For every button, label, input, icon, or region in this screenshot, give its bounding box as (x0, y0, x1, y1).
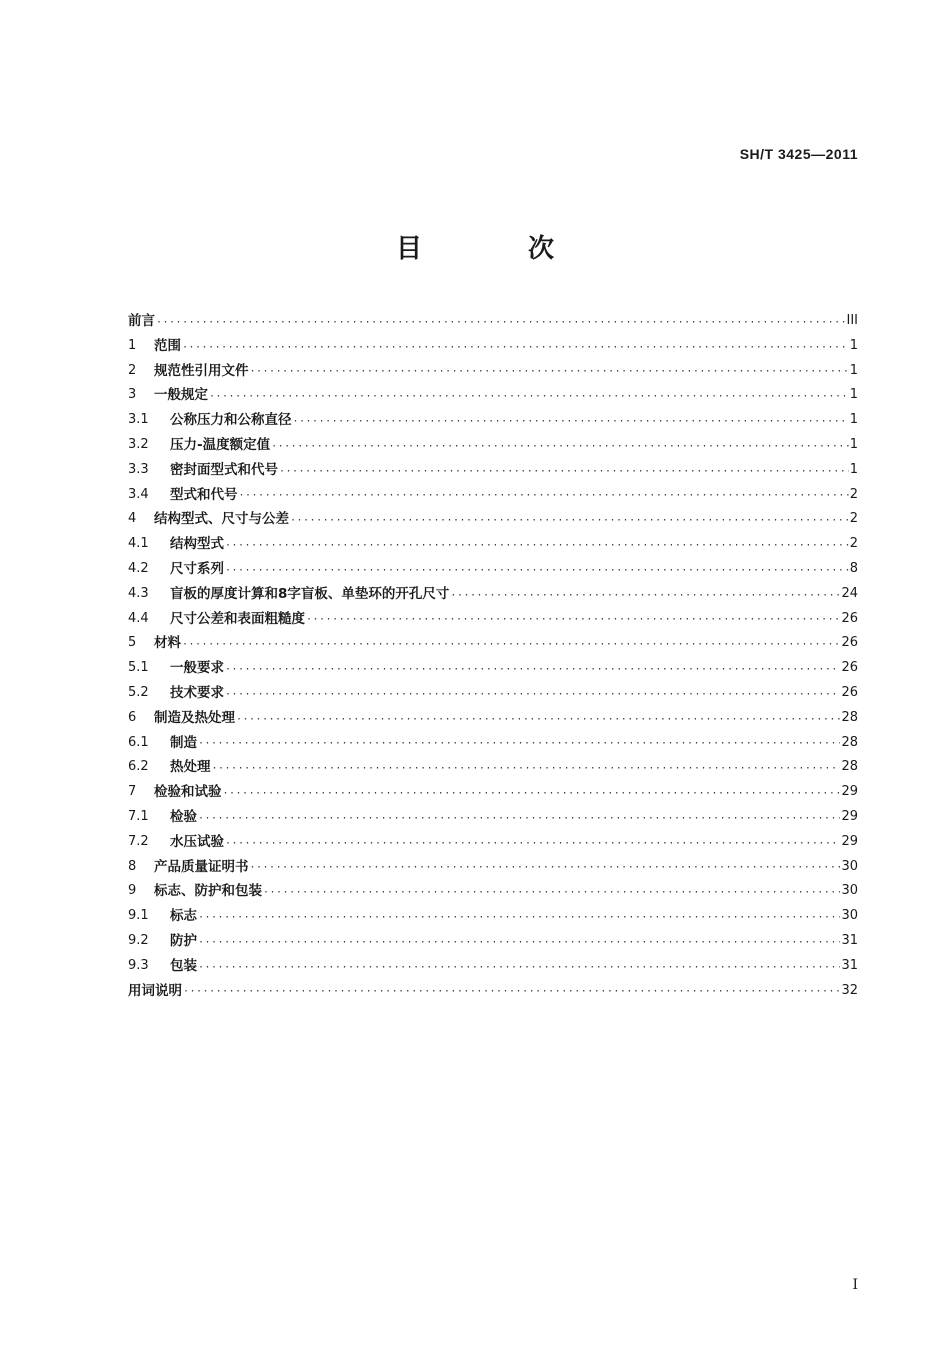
toc-dot-leader (225, 535, 849, 557)
toc-entry[interactable] (128, 408, 858, 433)
toc-entry-label: 压力-温度额定值 (170, 436, 271, 453)
toc-entry-label: 结构型式 (170, 536, 224, 553)
toc-entry-page: 24 (841, 585, 858, 601)
toc-dot-leader (183, 981, 840, 1003)
toc-entry-page: 26 (841, 660, 858, 676)
toc-entry[interactable] (128, 755, 858, 780)
toc-entry-number: 9 (128, 883, 137, 899)
toc-entry-label: 尺寸系列 (170, 560, 224, 577)
toc-entry-label: 前言 (128, 313, 155, 329)
toc-entry[interactable] (128, 706, 858, 731)
toc-entry-label: 标志、防护和包装 (154, 883, 262, 900)
toc-entry-label: 防护 (170, 932, 197, 949)
toc-entry[interactable] (128, 483, 858, 508)
toc-dot-leader (225, 560, 849, 582)
toc-entry[interactable] (128, 631, 858, 656)
toc-entry-page: 2 (849, 536, 858, 552)
toc-entry-page: 26 (841, 635, 858, 651)
toc-entry-label: 型式和代号 (170, 486, 238, 503)
toc-entry-label: 产品质量证明书 (154, 858, 249, 875)
toc-entry-page: 29 (841, 833, 858, 849)
toc-entry[interactable] (128, 929, 858, 954)
toc-dot-leader (225, 684, 840, 706)
toc-entry-number: 4 (128, 511, 137, 527)
toc-dot-leader (156, 312, 845, 334)
toc-entry[interactable] (128, 458, 858, 483)
toc-entry-label: 技术要求 (170, 684, 224, 701)
toc-entry-page: 8 (849, 560, 858, 576)
toc-entry-page: 31 (841, 957, 858, 973)
toc-entry-page: III (846, 313, 858, 328)
toc-entry[interactable] (128, 532, 858, 557)
toc-entry-page: 30 (841, 908, 858, 924)
toc-entry-page: 1 (849, 362, 858, 378)
toc-entry-number: 3 (128, 387, 137, 403)
toc-entry-page: 31 (841, 932, 858, 948)
toc-entry[interactable] (128, 359, 858, 384)
toc-entry[interactable] (128, 507, 858, 532)
toc-entry-number: 5 (128, 635, 137, 651)
table-of-contents (128, 309, 858, 1003)
toc-dot-leader (250, 857, 841, 879)
toc-dot-leader (271, 436, 849, 458)
toc-entry-number: 3.4 (128, 486, 149, 502)
toc-entry-number: 4.2 (128, 560, 149, 576)
toc-entry-label: 公称压力和公称直径 (170, 412, 292, 429)
toc-entry-page: 2 (849, 511, 858, 527)
toc-dot-leader (239, 485, 849, 507)
toc-entry-page: 1 (849, 412, 858, 428)
toc-dot-leader (279, 461, 849, 483)
toc-entry-number: 6.1 (128, 734, 149, 750)
toc-entry-label: 规范性引用文件 (154, 362, 249, 379)
toc-entry-number: 9.3 (128, 957, 149, 973)
toc-entry-number: 2 (128, 362, 137, 378)
toc-entry-label: 一般要求 (170, 660, 224, 677)
toc-dot-leader (293, 411, 849, 433)
page-number: I (852, 1277, 858, 1293)
toc-entry-page: 30 (841, 883, 858, 899)
toc-entry-label: 检验 (170, 808, 197, 825)
toc-entry-label: 水压试验 (170, 833, 224, 850)
toc-dot-leader (223, 783, 841, 805)
toc-entry[interactable] (128, 979, 858, 1004)
toc-entry-number: 7.2 (128, 833, 149, 849)
toc-entry-page: 26 (841, 684, 858, 700)
toc-entry-page: 28 (841, 759, 858, 775)
toc-dot-leader (198, 808, 840, 830)
toc-entry-page: 32 (841, 982, 858, 998)
toc-entry[interactable] (128, 681, 858, 706)
toc-entry-page: 1 (849, 436, 858, 452)
toc-dot-leader (212, 758, 841, 780)
toc-entry[interactable] (128, 780, 858, 805)
toc-entry-page: 28 (841, 709, 858, 725)
toc-entry-number: 1 (128, 337, 137, 353)
toc-entry-label: 一般规定 (154, 387, 208, 404)
toc-entry[interactable] (128, 855, 858, 880)
toc-entry-label: 标志 (170, 908, 197, 925)
toc-entry-number: 6.2 (128, 759, 149, 775)
toc-dot-leader (198, 932, 840, 954)
toc-dot-leader (225, 833, 840, 855)
toc-entry[interactable] (128, 904, 858, 929)
toc-dot-leader (209, 386, 849, 408)
toc-entry-label: 检验和试验 (154, 784, 222, 801)
toc-entry-label: 热处理 (170, 759, 211, 776)
toc-entry-number: 8 (128, 858, 137, 874)
toc-entry-label: 材料 (154, 635, 181, 652)
toc-entry-number: 6 (128, 709, 137, 725)
toc-entry-number: 4.4 (128, 610, 149, 626)
toc-entry[interactable] (128, 954, 858, 979)
toc-entry[interactable] (128, 334, 858, 359)
toc-entry-page: 28 (841, 734, 858, 750)
toc-entry-page: 2 (849, 486, 858, 502)
toc-dot-leader (306, 609, 840, 631)
toc-dot-leader (182, 337, 849, 359)
toc-entry-number: 4.3 (128, 585, 149, 601)
toc-entry[interactable] (128, 879, 858, 904)
toc-dot-leader (198, 957, 840, 979)
toc-entry[interactable] (128, 731, 858, 756)
toc-entry-number: 5.2 (128, 684, 149, 700)
toc-dot-leader (236, 709, 840, 731)
toc-entry[interactable] (128, 656, 858, 681)
document-code: SH/T 3425—2011 (739, 146, 858, 162)
toc-entry-number: 3.1 (128, 412, 149, 428)
toc-entry-number: 3.3 (128, 461, 149, 477)
toc-entry-number: 7 (128, 784, 137, 800)
toc-entry[interactable] (128, 383, 858, 408)
toc-entry-label: 制造及热处理 (154, 709, 235, 726)
toc-entry[interactable] (128, 830, 858, 855)
toc-entry-label: 盲板的厚度计算和8字盲板、单垫环的开孔尺寸 (170, 585, 450, 602)
toc-entry-number: 5.1 (128, 660, 149, 676)
toc-entry-page: 1 (849, 387, 858, 403)
toc-entry-page: 29 (841, 808, 858, 824)
toc-entry-label: 范围 (154, 337, 181, 354)
toc-entry-number: 7.1 (128, 808, 149, 824)
toc-dot-leader (182, 634, 840, 656)
toc-dot-leader (198, 907, 840, 929)
toc-entry[interactable] (128, 557, 858, 582)
toc-dot-leader (263, 882, 840, 904)
toc-entry[interactable] (128, 309, 858, 334)
toc-entry[interactable] (128, 433, 858, 458)
toc-entry-label: 尺寸公差和表面粗糙度 (170, 610, 305, 627)
toc-entry-page: 30 (841, 858, 858, 874)
toc-entry-number: 3.2 (128, 436, 149, 452)
toc-entry-number: 9.2 (128, 932, 149, 948)
toc-entry-page: 1 (849, 461, 858, 477)
toc-entry[interactable] (128, 607, 858, 632)
toc-entry-number: 4.1 (128, 536, 149, 552)
toc-entry[interactable] (128, 582, 858, 607)
toc-entry-page: 26 (841, 610, 858, 626)
toc-dot-leader (250, 361, 849, 383)
toc-entry-page: 1 (849, 337, 858, 353)
page-title: 目 次 (395, 234, 594, 264)
toc-entry-page: 29 (841, 784, 858, 800)
toc-entry-number: 9.1 (128, 908, 149, 924)
toc-entry-label: 密封面型式和代号 (170, 461, 278, 478)
toc-dot-leader (225, 659, 840, 681)
toc-dot-leader (198, 733, 840, 755)
toc-dot-leader (290, 510, 849, 532)
toc-entry-label: 结构型式、尺寸与公差 (154, 511, 289, 528)
toc-dot-leader (450, 585, 840, 607)
toc-entry[interactable] (128, 805, 858, 830)
toc-entry-label: 制造 (170, 734, 197, 751)
toc-entry-label: 用词说明 (128, 982, 182, 999)
toc-entry-label: 包装 (170, 957, 197, 974)
